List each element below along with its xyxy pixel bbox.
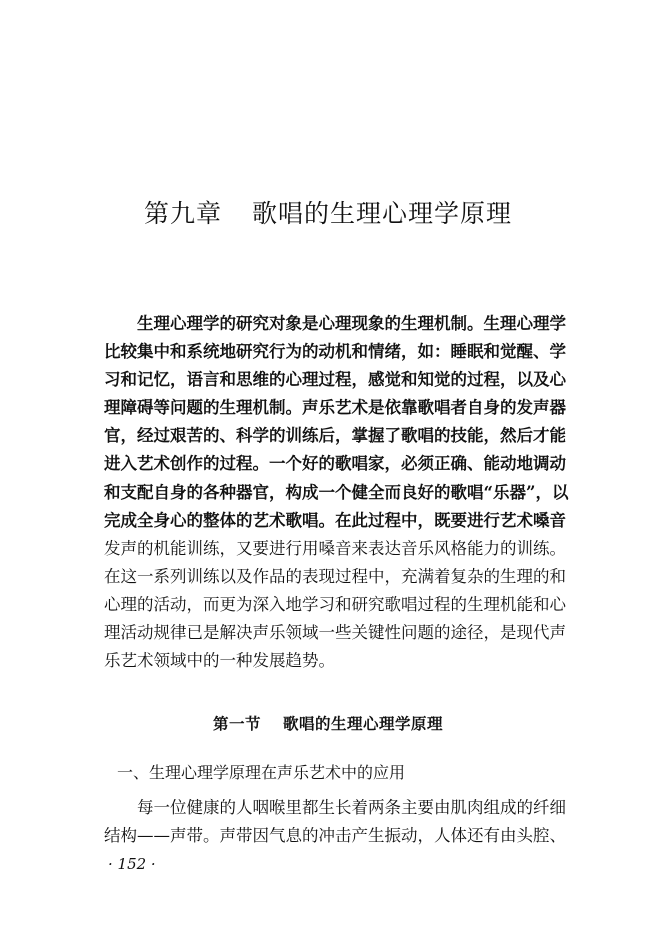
section-title: 歌唱的生理心理学原理 <box>283 714 444 733</box>
text-line: 理活动规律已是解决声乐领域一些关键性问题的途径，是现代声 <box>104 623 566 643</box>
text-line: 心理的活动，而更为深入地学习和研究歌唱过程的生理机能和心 <box>104 594 566 614</box>
text-line: 在这一系列训练以及作品的表现过程中，充满着复杂的生理的和 <box>104 566 566 586</box>
text-line: 习和记忆，语言和思维的心理过程，感觉和知觉的过程，以及心 <box>104 370 566 390</box>
chapter-heading <box>0 194 656 230</box>
text-line: 完成全身心的整体的艺术歌唱。在此过程中，既要进行艺术嗓音 <box>104 510 566 530</box>
intro-paragraph <box>104 310 580 675</box>
text-line: 官，经过艰苦的、科学的训练后，掌握了歌唱的技能，然后才能 <box>104 426 566 446</box>
text-line: 比较集中和系统地研究行为的动机和情绪，如：睡眠和觉醒、学 <box>104 342 566 362</box>
text-line: 发声的机能训练，又要进行用嗓音来表达音乐风格能力的训练。 <box>104 538 566 558</box>
page-number: · 152 · <box>108 855 156 873</box>
text-line: 理障碍等问题的生理机制。声乐艺术是依靠歌唱者自身的发声器 <box>104 398 566 418</box>
section-number: 第一节 <box>212 714 261 733</box>
text-line: 每一位健康的人咽喉里都生长着两条主要由肌肉组成的纤细 <box>137 798 566 817</box>
body-paragraph <box>104 794 580 850</box>
section-heading <box>0 712 656 734</box>
chapter-title: 歌唱的生理心理学原理 <box>252 199 513 228</box>
chapter-number: 第九章 <box>143 199 222 228</box>
text-line: 乐艺术领域中的一种发展趋势。 <box>104 651 335 671</box>
text-line: 进入艺术创作的过程。一个好的歌唱家，必须正确、能动地调动 <box>104 454 566 474</box>
text-line: 生理心理学的研究对象是心理现象的生理机制。生理心理学 <box>137 314 566 333</box>
text-line: 结构——声带。声带因气息的冲击产生振动，人体还有由头腔、 <box>104 826 566 845</box>
subsection-heading: 一、生理心理学原理在声乐艺术中的应用 <box>117 763 406 782</box>
text-line: 和支配自身的各种器官，构成一个健全而良好的歌唱“乐器”，以 <box>104 482 569 502</box>
